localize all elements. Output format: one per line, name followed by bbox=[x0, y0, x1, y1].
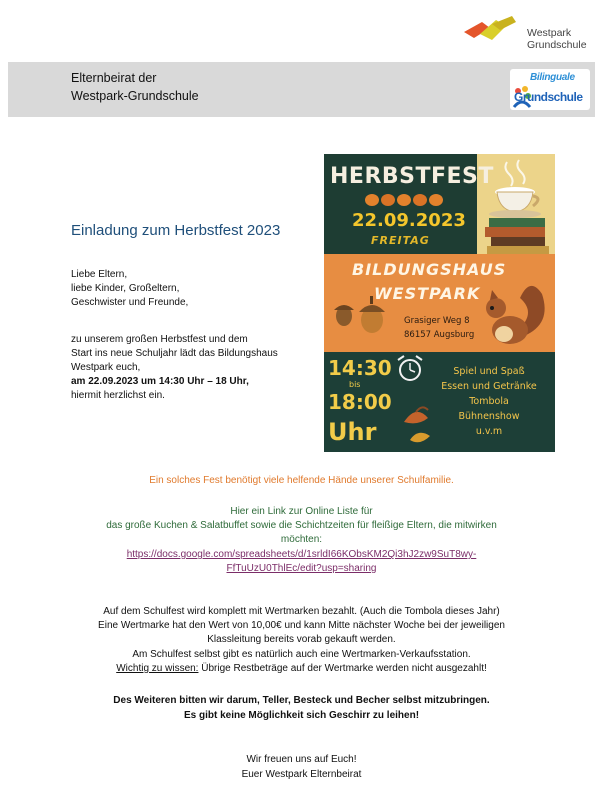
header-title-line1: Elternbeirat der bbox=[71, 71, 157, 85]
greeting bbox=[71, 268, 188, 310]
helpers-line: Ein solches Fest benötigt viele helfende Hände unserer Schulfamilie. bbox=[149, 475, 454, 486]
link-intro-line: das große Kuchen & Salatbuffet sowie die Schichtzeiten für fleißige Eltern, die mitwirken bbox=[106, 520, 497, 531]
payment-line: Auf dem Schulfest wird komplett mit Wertmarken bezahlt. (Auch die Tombola dieses Jahr) bbox=[103, 606, 500, 617]
poster-time-end: 18:00 bbox=[328, 390, 392, 414]
poster-time-bis: bis bbox=[349, 380, 361, 389]
poster-activity: Tombola bbox=[469, 396, 509, 407]
greeting-line: liebe Kinder, Großeltern, bbox=[71, 283, 180, 294]
greeting-line: Liebe Eltern, bbox=[71, 269, 128, 280]
bilingual-school-logo bbox=[510, 69, 590, 110]
poster-activity: u.v.m bbox=[475, 426, 503, 437]
spreadsheet-link[interactable]: https://docs.google.com/spreadsheets/d/1srldI66KObsKM2Qi3hJ2zw9SuT8wy- bbox=[126, 549, 477, 560]
poster-activity: Essen und Getränke bbox=[441, 381, 537, 392]
intro-line: Westpark euch, bbox=[71, 362, 141, 373]
bring-line: Es gibt keine Möglichkeit sich Geschirr zu leihen! bbox=[183, 710, 420, 721]
school-logo-mark-icon bbox=[462, 14, 518, 44]
payment-note-text: Übrige Restbeträge auf der Wertmarke werden nicht ausgezahlt! bbox=[198, 663, 487, 674]
school-logo bbox=[462, 14, 592, 50]
poster-activity: Bühnenshow bbox=[458, 411, 520, 422]
bring-line: Des Weiteren bitten wir darum, Teller, Besteck und Becher selbst mitzubringen. bbox=[113, 695, 490, 706]
bilingual-logo-bottom: Grundschule bbox=[514, 90, 583, 104]
poster-venue-line2: WESTPARK bbox=[374, 284, 481, 303]
poster-time-unit: Uhr bbox=[328, 418, 377, 446]
poster-date: 22.09.2023 bbox=[352, 210, 466, 231]
greeting-line: Geschwister und Freunde, bbox=[71, 297, 189, 308]
poster-weekday: FREITAG bbox=[371, 234, 430, 247]
link-intro-line: möchten: bbox=[280, 534, 323, 545]
bilingual-logo-top: Bilinguale bbox=[530, 72, 575, 83]
payment-line: Eine Wertmarke hat den Wert von 10,00€ und kann Mitte nächster Woche bei der jeweiligen bbox=[98, 620, 505, 631]
invitation-body bbox=[71, 333, 278, 403]
header-title-line2: Westpark-Grundschule bbox=[71, 89, 199, 103]
school-logo-line1: Westpark bbox=[527, 27, 572, 39]
school-logo-text bbox=[527, 27, 587, 51]
closing-line: hiermit herzlichst ein. bbox=[71, 390, 165, 401]
date-line: am 22.09.2023 um 14:30 Uhr – 18 Uhr, bbox=[71, 376, 249, 387]
payment-note-label: Wichtig zu wissen: bbox=[116, 663, 199, 674]
intro-line: Start ins neue Schuljahr lädt das Bildungshaus bbox=[71, 348, 278, 359]
poster-time-start: 14:30 bbox=[328, 356, 392, 380]
payment-note bbox=[0, 662, 603, 676]
pumpkins-icon bbox=[364, 192, 444, 206]
poster-activity: Spiel und Spaß bbox=[453, 366, 525, 377]
header-band bbox=[8, 62, 595, 117]
poster-venue-line1: BILDUNGSHAUS bbox=[352, 260, 507, 279]
link-intro-line: Hier ein Link zur Online Liste für bbox=[230, 506, 373, 517]
herbstfest-poster bbox=[324, 154, 555, 452]
payment-line: Klassleitung bereits vorab gekauft werden. bbox=[207, 634, 396, 645]
poster-city: 86157 Augsburg bbox=[404, 330, 475, 340]
closing-signature: Euer Westpark Elternbeirat bbox=[241, 769, 362, 780]
payment-line: Am Schulfest selbst gibt es natürlich auch eine Wertmarken-Verkaufsstation. bbox=[132, 649, 471, 660]
spreadsheet-link-continued[interactable]: FfTuUzU0ThlEc/edit?usp=sharing bbox=[226, 563, 377, 574]
invitation-title: Einladung zum Herbstfest 2023 bbox=[71, 222, 281, 239]
poster-street: Grasiger Weg 8 bbox=[404, 316, 470, 326]
closing-greeting: Wir freuen uns auf Euch! bbox=[246, 754, 357, 765]
school-logo-line2: Grundschule bbox=[527, 39, 587, 51]
intro-line: zu unserem großen Herbstfest und dem bbox=[71, 334, 248, 345]
poster-title: HERBSTFEST bbox=[330, 164, 494, 189]
